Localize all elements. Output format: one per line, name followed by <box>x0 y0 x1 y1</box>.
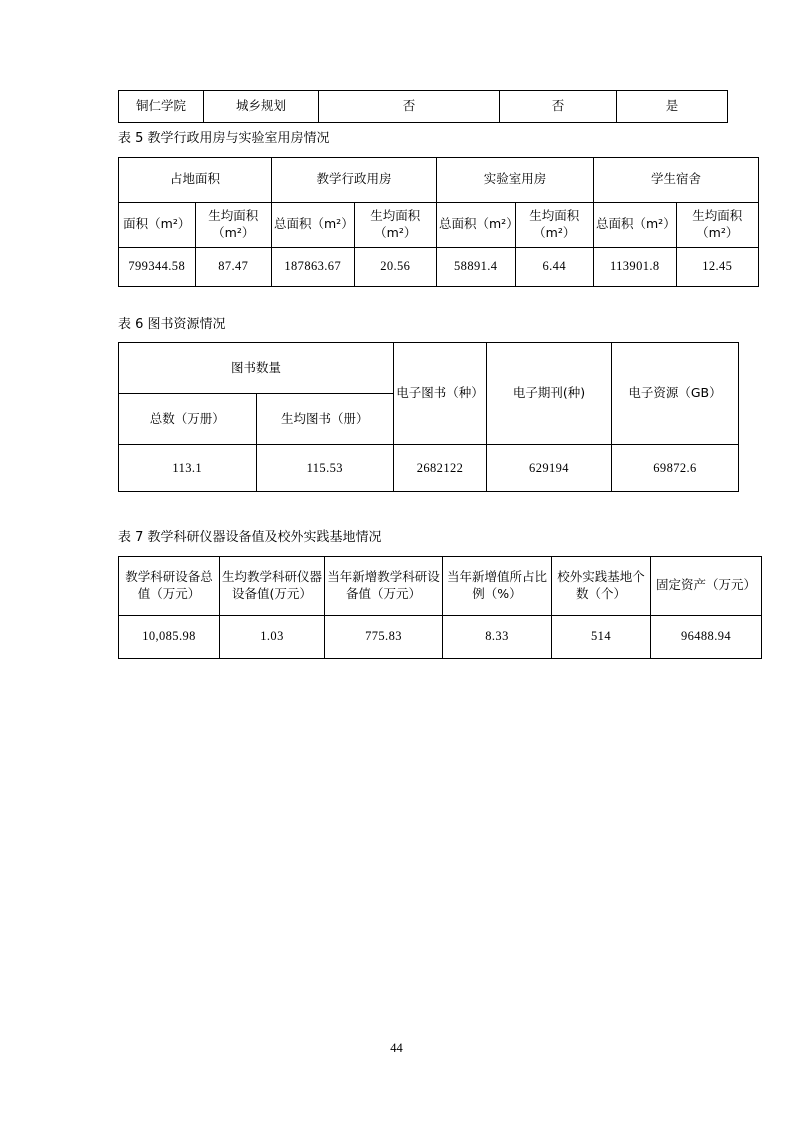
cell-major: 城乡规划 <box>204 91 319 123</box>
subheader-5: 生均面积（m²） <box>515 202 594 247</box>
value-3: 8.33 <box>443 615 552 658</box>
table7 <box>118 556 762 659</box>
spacer <box>118 287 722 309</box>
spacer <box>118 492 722 522</box>
value-0: 113.1 <box>119 445 257 492</box>
header-ejournal: 电子期刊(种) <box>487 343 612 445</box>
header-book-quantity: 图书数量 <box>119 343 394 394</box>
value-4: 69872.6 <box>612 445 739 492</box>
subheader-2: 总面积（m²） <box>272 202 355 247</box>
header-0: 教学科研设备总值（万元） <box>119 556 220 615</box>
value-0: 799344.58 <box>119 247 196 286</box>
header-ebook: 电子图书（种） <box>394 343 487 445</box>
table5 <box>118 157 759 287</box>
top-partial-table <box>118 90 728 123</box>
value-7: 12.45 <box>676 247 759 286</box>
table-row-values <box>119 445 739 492</box>
header-books-per-student: 生均图书（册） <box>256 394 394 445</box>
header-land-area: 占地面积 <box>119 157 272 202</box>
cell-flag-2: 否 <box>500 91 617 123</box>
table-row-group-headers <box>119 157 759 202</box>
subheader-6: 总面积（m²） <box>594 202 677 247</box>
value-4: 58891.4 <box>437 247 516 286</box>
subheader-7: 生均面积（m²） <box>676 202 759 247</box>
subheader-1: 生均面积（m²） <box>195 202 272 247</box>
value-3: 629194 <box>487 445 612 492</box>
header-total-books: 总数（万册） <box>119 394 257 445</box>
table-row-values <box>119 247 759 286</box>
value-1: 1.03 <box>220 615 325 658</box>
table-row-values <box>119 615 762 658</box>
header-4: 校外实践基地个数（个） <box>552 556 651 615</box>
cell-flag-3: 是 <box>617 91 728 123</box>
table-row <box>119 91 728 123</box>
header-3: 当年新增值所占比例（%） <box>443 556 552 615</box>
value-1: 115.53 <box>256 445 394 492</box>
table-row-group-headers <box>119 343 739 394</box>
page-number: 44 <box>390 1041 403 1055</box>
value-1: 87.47 <box>195 247 272 286</box>
header-dormitory: 学生宿舍 <box>594 157 759 202</box>
value-3: 20.56 <box>354 247 437 286</box>
table-row-headers <box>119 556 762 615</box>
value-2: 2682122 <box>394 445 487 492</box>
table6 <box>118 342 739 492</box>
cell-institution: 铜仁学院 <box>119 91 204 123</box>
value-5: 6.44 <box>515 247 594 286</box>
header-lab-rooms: 实验室用房 <box>437 157 594 202</box>
cell-flag-1: 否 <box>319 91 500 123</box>
subheader-4: 总面积（m²） <box>437 202 516 247</box>
value-4: 514 <box>552 615 651 658</box>
value-5: 96488.94 <box>651 615 762 658</box>
page-content <box>118 90 756 659</box>
value-0: 10,085.98 <box>119 615 220 658</box>
value-2: 187863.67 <box>272 247 355 286</box>
value-6: 113901.8 <box>594 247 677 286</box>
table6-caption: 表 6 图书资源情况 <box>118 316 226 332</box>
subheader-3: 生均面积（m²） <box>354 202 437 247</box>
table7-caption: 表 7 教学科研仪器设备值及校外实践基地情况 <box>118 530 382 545</box>
header-teaching-admin: 教学行政用房 <box>272 157 437 202</box>
table-row-sub-headers <box>119 202 759 247</box>
header-2: 当年新增教学科研设备值（万元） <box>325 556 443 615</box>
header-5: 固定资产（万元） <box>651 556 762 615</box>
header-1: 生均教学科研仪器设备值(万元） <box>220 556 325 615</box>
table5-caption: 表 5 教学行政用房与实验室用房情况 <box>118 131 330 146</box>
value-2: 775.83 <box>325 615 443 658</box>
header-eresource: 电子资源（GB） <box>612 343 739 445</box>
subheader-0: 面积（m²） <box>119 202 196 247</box>
